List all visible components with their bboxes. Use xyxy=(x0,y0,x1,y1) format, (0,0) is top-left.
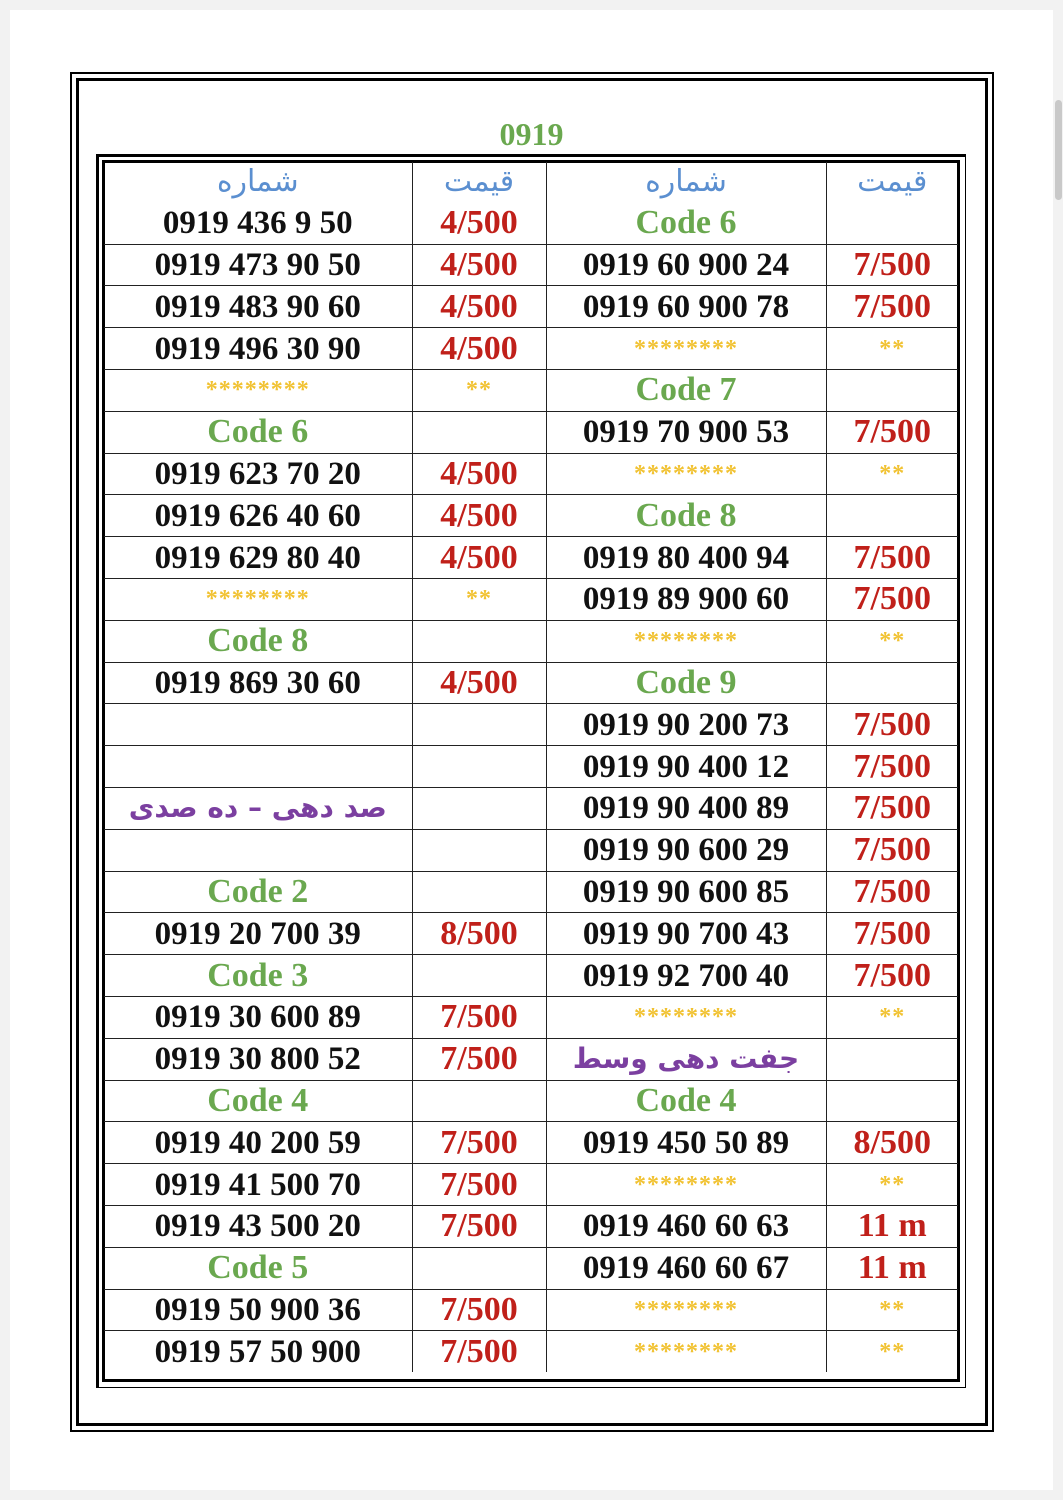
cell-price-left: 7/500 xyxy=(412,1164,546,1206)
cell-number-right: 0919 90 200 73 xyxy=(546,704,826,746)
table-row xyxy=(104,1247,958,1289)
cell-number-right: 0919 450 50 89 xyxy=(546,1122,826,1164)
table-row xyxy=(104,620,958,662)
cell-number-right: ******** xyxy=(546,620,826,662)
cell-price-left: 4/500 xyxy=(412,453,546,495)
cell-price-left: 4/500 xyxy=(412,244,546,286)
table-row xyxy=(104,1331,958,1372)
table-body xyxy=(104,203,958,1372)
cell-number-left: Code 5 xyxy=(104,1247,412,1289)
cell-number-left: Code 3 xyxy=(104,955,412,997)
cell-price-right: 7/500 xyxy=(826,913,958,955)
cell-number-right: 0919 80 400 94 xyxy=(546,537,826,579)
cell-number-left: Code 8 xyxy=(104,620,412,662)
cell-price-left: 4/500 xyxy=(412,662,546,704)
cell-price-left: 7/500 xyxy=(412,1038,546,1080)
cell-number-right: Code 7 xyxy=(546,369,826,411)
cell-number-left: Code 2 xyxy=(104,871,412,913)
cell-number-right: 0919 92 700 40 xyxy=(546,955,826,997)
cell-number-left: 0919 41 500 70 xyxy=(104,1164,412,1206)
cell-number-right: 0919 460 60 67 xyxy=(546,1247,826,1289)
cell-number-right: ******** xyxy=(546,1331,826,1372)
cell-price-left xyxy=(412,871,546,913)
cell-number-right: 0919 90 400 12 xyxy=(546,746,826,788)
cell-price-right: ** xyxy=(826,1164,958,1206)
cell-price-right: ** xyxy=(826,328,958,370)
cell-price-right: 8/500 xyxy=(826,1122,958,1164)
cell-price-left: 4/500 xyxy=(412,203,546,244)
cell-number-left: ******** xyxy=(104,369,412,411)
cell-number-right: 0919 90 600 29 xyxy=(546,829,826,871)
cell-number-left: 0919 496 30 90 xyxy=(104,328,412,370)
cell-number-right: 0919 89 900 60 xyxy=(546,578,826,620)
table-row xyxy=(104,369,958,411)
table-row xyxy=(104,453,958,495)
cell-number-left: 0919 626 40 60 xyxy=(104,495,412,537)
cell-price-left: 7/500 xyxy=(412,1289,546,1331)
cell-price-right: 7/500 xyxy=(826,829,958,871)
table-row xyxy=(104,537,958,579)
table-row xyxy=(104,495,958,537)
cell-price-right: 7/500 xyxy=(826,286,958,328)
cell-number-left: 0919 30 800 52 xyxy=(104,1038,412,1080)
cell-price-left: 4/500 xyxy=(412,495,546,537)
table-row xyxy=(104,1080,958,1122)
cell-number-left xyxy=(104,704,412,746)
cell-number-left xyxy=(104,746,412,788)
table-row xyxy=(104,1289,958,1331)
table-row xyxy=(104,1205,958,1247)
cell-number-left: Code 6 xyxy=(104,411,412,453)
table-row xyxy=(104,996,958,1038)
cell-price-right xyxy=(826,203,958,244)
cell-number-right: 0919 90 700 43 xyxy=(546,913,826,955)
cell-price-right xyxy=(826,662,958,704)
cell-price-right: 7/500 xyxy=(826,871,958,913)
cell-price-left xyxy=(412,1247,546,1289)
header-row xyxy=(104,162,958,203)
table-row xyxy=(104,829,958,871)
table-row xyxy=(104,704,958,746)
cell-price-right: 11 m xyxy=(826,1247,958,1289)
cell-price-left xyxy=(412,746,546,788)
cell-number-left: 0919 436 9 50 xyxy=(104,203,412,244)
cell-price-right: ** xyxy=(826,453,958,495)
price-table xyxy=(104,162,958,1372)
cell-number-left: Code 4 xyxy=(104,1080,412,1122)
header-price-right: قيمت xyxy=(857,164,928,200)
table-row xyxy=(104,244,958,286)
table-row xyxy=(104,662,958,704)
cell-price-right: ** xyxy=(826,1289,958,1331)
cell-price-right: 7/500 xyxy=(826,537,958,579)
cell-price-right xyxy=(826,1080,958,1122)
cell-number-left: 0919 623 70 20 xyxy=(104,453,412,495)
cell-price-right: 7/500 xyxy=(826,411,958,453)
cell-number-right: 0919 70 900 53 xyxy=(546,411,826,453)
cell-number-left: 0919 869 30 60 xyxy=(104,662,412,704)
cell-price-right xyxy=(826,1038,958,1080)
cell-price-right: 7/500 xyxy=(826,578,958,620)
cell-price-left: 7/500 xyxy=(412,1205,546,1247)
cell-price-right: 7/500 xyxy=(826,787,958,829)
cell-price-left xyxy=(412,829,546,871)
header-number-left: شماره xyxy=(104,162,412,203)
cell-number-right: Code 9 xyxy=(546,662,826,704)
cell-number-left: 0919 30 600 89 xyxy=(104,996,412,1038)
cell-number-right: ******** xyxy=(546,328,826,370)
cell-number-left: 0919 483 90 60 xyxy=(104,286,412,328)
cell-number-right: 0919 90 400 89 xyxy=(546,787,826,829)
cell-number-left: ******** xyxy=(104,578,412,620)
cell-price-left: 7/500 xyxy=(412,1122,546,1164)
cell-number-left: 0919 43 500 20 xyxy=(104,1205,412,1247)
table-row xyxy=(104,746,958,788)
cell-price-right: 11 m xyxy=(826,1205,958,1247)
cell-price-right xyxy=(826,369,958,411)
cell-price-left: 4/500 xyxy=(412,286,546,328)
cell-price-left: 7/500 xyxy=(412,1331,546,1372)
cell-price-left xyxy=(412,620,546,662)
cell-number-right: ******** xyxy=(546,1164,826,1206)
table-row xyxy=(104,328,958,370)
table-row xyxy=(104,1038,958,1080)
cell-price-left xyxy=(412,955,546,997)
table-row xyxy=(104,871,958,913)
page-title: 0919 xyxy=(499,116,564,152)
cell-number-left: 0919 40 200 59 xyxy=(104,1122,412,1164)
table-row xyxy=(104,203,958,244)
cell-price-left xyxy=(412,411,546,453)
cell-price-left xyxy=(412,787,546,829)
cell-number-right: 0919 90 600 85 xyxy=(546,871,826,913)
cell-price-right: 7/500 xyxy=(826,746,958,788)
cell-price-left: 4/500 xyxy=(412,537,546,579)
cell-price-left: ** xyxy=(412,369,546,411)
cell-price-right: 7/500 xyxy=(826,704,958,746)
cell-number-right: ******** xyxy=(546,453,826,495)
cell-number-right: جفت دهی وسط xyxy=(546,1038,826,1080)
table-row xyxy=(104,955,958,997)
cell-number-left: 0919 473 90 50 xyxy=(104,244,412,286)
cell-number-right: Code 8 xyxy=(546,495,826,537)
cell-number-right: 0919 60 900 78 xyxy=(546,286,826,328)
cell-number-right: 0919 460 60 63 xyxy=(546,1205,826,1247)
table-row xyxy=(104,913,958,955)
cell-price-left: 7/500 xyxy=(412,996,546,1038)
cell-price-right: ** xyxy=(879,1338,906,1365)
cell-price-left xyxy=(412,704,546,746)
cell-number-left: 0919 20 700 39 xyxy=(104,913,412,955)
cell-price-right: ** xyxy=(826,996,958,1038)
table-row xyxy=(104,286,958,328)
cell-price-left: ** xyxy=(412,578,546,620)
cell-number-left: 0919 50 900 36 xyxy=(104,1289,412,1331)
cell-price-left: 4/500 xyxy=(412,328,546,370)
cell-number-left xyxy=(104,829,412,871)
cell-price-right: ** xyxy=(826,620,958,662)
cell-number-right: Code 6 xyxy=(546,203,826,244)
cell-price-left xyxy=(412,1080,546,1122)
cell-number-left: 0919 629 80 40 xyxy=(104,537,412,579)
cell-price-right xyxy=(826,495,958,537)
table-row xyxy=(104,578,958,620)
header-price-left: قيمت xyxy=(412,162,546,203)
cell-price-right: 7/500 xyxy=(826,955,958,997)
cell-number-right: 0919 60 900 24 xyxy=(546,244,826,286)
cell-number-left: 0919 57 50 900 xyxy=(104,1331,412,1372)
table-row xyxy=(104,787,958,829)
cell-price-left: 8/500 xyxy=(412,913,546,955)
cell-number-right: Code 4 xyxy=(546,1080,826,1122)
scrollbar[interactable] xyxy=(1053,0,1063,1500)
table-row xyxy=(104,1164,958,1206)
cell-number-left: صد دهی – ده صدی xyxy=(104,787,412,829)
table-row xyxy=(104,1122,958,1164)
header-number-right: شماره xyxy=(546,162,826,203)
cell-number-right: ******** xyxy=(546,996,826,1038)
table-row xyxy=(104,411,958,453)
cell-price-right: 7/500 xyxy=(826,244,958,286)
cell-number-right: ******** xyxy=(546,1289,826,1331)
